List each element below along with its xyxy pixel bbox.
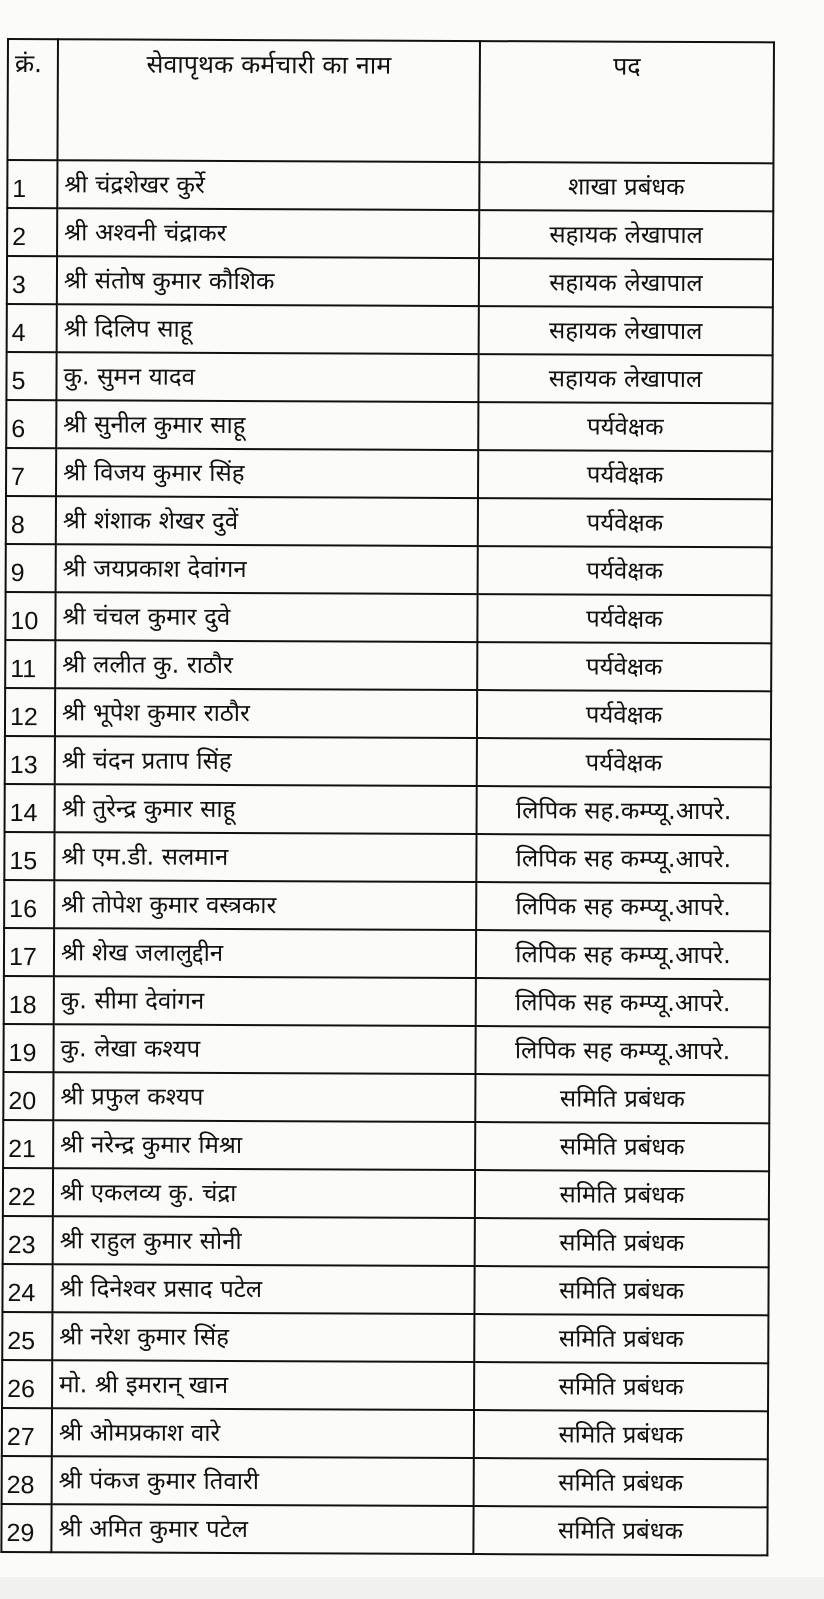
serial-cell: 4 bbox=[7, 304, 57, 352]
table-row bbox=[6, 544, 772, 595]
post-cell: पर्यवेक्षक bbox=[478, 402, 772, 451]
table-row bbox=[7, 256, 773, 307]
table-row bbox=[4, 976, 770, 1027]
serial-cell: 25 bbox=[2, 1312, 52, 1360]
serial-cell: 13 bbox=[5, 736, 55, 784]
name-cell: श्री नरेन्द्र कुमार मिश्रा bbox=[53, 1120, 475, 1170]
name-cell: श्री ओमप्रकाश वारे bbox=[52, 1408, 474, 1458]
post-cell: समिति प्रबंधक bbox=[475, 1170, 769, 1219]
post-cell: सहायक लेखापाल bbox=[479, 258, 773, 307]
serial-cell: 22 bbox=[3, 1168, 53, 1216]
name-cell: कु. सीमा देवांगन bbox=[54, 976, 476, 1026]
post-cell: पर्यवेक्षक bbox=[478, 546, 772, 595]
table-row bbox=[4, 928, 770, 979]
name-cell: श्री चंद्रशेखर कुर्रे bbox=[57, 160, 479, 210]
name-cell: श्री राहुल कुमार सोनी bbox=[53, 1216, 475, 1266]
name-cell: श्री एकलव्य कु. चंद्रा bbox=[53, 1168, 475, 1218]
serial-cell: 7 bbox=[6, 448, 56, 496]
name-cell: श्री संतोष कुमार कौशिक bbox=[57, 256, 479, 306]
table-row bbox=[3, 1120, 769, 1171]
name-cell: श्री ललीत कु. राठौर bbox=[55, 640, 477, 690]
name-cell: कु. सुमन यादव bbox=[56, 352, 478, 402]
table-row bbox=[6, 352, 772, 403]
name-cell: श्री प्रफुल कश्यप bbox=[53, 1072, 475, 1122]
table-row bbox=[6, 448, 772, 499]
serial-cell: 3 bbox=[7, 256, 57, 304]
serial-cell: 8 bbox=[6, 496, 56, 544]
table-row bbox=[4, 880, 770, 931]
name-cell: कु. लेखा कश्यप bbox=[53, 1024, 475, 1074]
name-cell: श्री अश्वनी चंद्राकर bbox=[57, 208, 479, 258]
page-bottom-margin bbox=[0, 1577, 824, 1599]
serial-cell: 17 bbox=[4, 928, 54, 976]
header-name: सेवापृथक कर्मचारी का नाम bbox=[57, 39, 480, 162]
serial-cell: 11 bbox=[5, 640, 55, 688]
serial-cell: 9 bbox=[6, 544, 56, 592]
table-header-row bbox=[7, 39, 774, 163]
serial-cell: 18 bbox=[4, 976, 54, 1024]
table-row bbox=[2, 1264, 768, 1315]
name-cell: श्री चंचल कुमार दुवे bbox=[55, 592, 477, 642]
serial-cell: 14 bbox=[5, 784, 55, 832]
table-row bbox=[3, 1072, 769, 1123]
post-cell: पर्यवेक्षक bbox=[477, 690, 771, 739]
table-row bbox=[5, 688, 771, 739]
table-row bbox=[7, 208, 773, 259]
post-cell: लिपिक सह कम्प्यू.आपरे. bbox=[476, 930, 770, 979]
post-cell: समिति प्रबंधक bbox=[474, 1458, 768, 1507]
serial-cell: 6 bbox=[6, 400, 56, 448]
serial-cell: 10 bbox=[5, 592, 55, 640]
table-row bbox=[5, 592, 771, 643]
post-cell: पर्यवेक्षक bbox=[477, 738, 771, 787]
post-cell: समिति प्रबंधक bbox=[474, 1314, 768, 1363]
table-row bbox=[2, 1312, 768, 1363]
serial-cell: 12 bbox=[5, 688, 55, 736]
serial-cell: 29 bbox=[1, 1504, 51, 1552]
serial-cell: 28 bbox=[2, 1456, 52, 1504]
post-cell: सहायक लेखापाल bbox=[479, 306, 773, 355]
serial-cell: 5 bbox=[6, 352, 56, 400]
post-cell: समिति प्रबंधक bbox=[474, 1266, 768, 1315]
serial-cell: 16 bbox=[4, 880, 54, 928]
post-cell: पर्यवेक्षक bbox=[477, 594, 771, 643]
table-row bbox=[2, 1456, 768, 1507]
post-cell: लिपिक सह कम्प्यू.आपरे. bbox=[476, 834, 770, 883]
serial-cell: 27 bbox=[2, 1408, 52, 1456]
name-cell: श्री दिनेश्वर प्रसाद पटेल bbox=[52, 1264, 474, 1314]
post-cell: सहायक लेखापाल bbox=[479, 210, 773, 259]
post-cell: समिति प्रबंधक bbox=[474, 1362, 768, 1411]
serial-cell: 1 bbox=[7, 160, 57, 208]
post-cell: लिपिक सह.कम्प्यू.आपरे. bbox=[477, 786, 771, 835]
serial-cell: 26 bbox=[2, 1360, 52, 1408]
name-cell: श्री शंशाक शेखर दुवें bbox=[56, 496, 478, 546]
serial-cell: 21 bbox=[3, 1120, 53, 1168]
table-row bbox=[7, 160, 773, 211]
name-cell: श्री एम.डी. सलमान bbox=[54, 832, 476, 882]
serial-cell: 19 bbox=[3, 1024, 53, 1072]
table-row bbox=[7, 304, 773, 355]
table-row bbox=[4, 832, 770, 883]
name-cell: श्री तोपेश कुमार वस्त्रकार bbox=[54, 880, 476, 930]
header-post: पद bbox=[479, 41, 774, 163]
name-cell: श्री सुनील कुमार साहू bbox=[56, 400, 478, 450]
post-cell: पर्यवेक्षक bbox=[477, 642, 771, 691]
name-cell: श्री नरेश कुमार सिंह bbox=[52, 1312, 474, 1362]
name-cell: श्री भूपेश कुमार राठौर bbox=[55, 688, 477, 738]
name-cell: श्री दिलिप साहू bbox=[57, 304, 479, 354]
serial-cell: 20 bbox=[3, 1072, 53, 1120]
name-cell: श्री तुरेन्द्र कुमार साहू bbox=[55, 784, 477, 834]
table-row bbox=[2, 1408, 768, 1459]
post-cell: समिति प्रबंधक bbox=[474, 1410, 768, 1459]
table-row bbox=[5, 736, 771, 787]
serial-cell: 15 bbox=[4, 832, 54, 880]
post-cell: लिपिक सह कम्प्यू.आपरे. bbox=[475, 1026, 769, 1075]
post-cell: शाखा प्रबंधक bbox=[479, 162, 773, 211]
post-cell: समिति प्रबंधक bbox=[473, 1506, 767, 1555]
name-cell: श्री विजय कुमार सिंह bbox=[56, 448, 478, 498]
post-cell: पर्यवेक्षक bbox=[478, 450, 772, 499]
table-row bbox=[5, 784, 771, 835]
table-row bbox=[3, 1216, 769, 1267]
employee-table bbox=[0, 38, 775, 1556]
name-cell: श्री अमित कुमार पटेल bbox=[51, 1504, 473, 1554]
serial-cell: 23 bbox=[3, 1216, 53, 1264]
post-cell: सहायक लेखापाल bbox=[478, 354, 772, 403]
table-row bbox=[2, 1360, 768, 1411]
serial-cell: 24 bbox=[2, 1264, 52, 1312]
name-cell: श्री शेख जलालुद्दीन bbox=[54, 928, 476, 978]
table-row bbox=[6, 400, 772, 451]
post-cell: समिति प्रबंधक bbox=[475, 1074, 769, 1123]
header-serial: क्रं. bbox=[7, 39, 58, 160]
table-row bbox=[5, 640, 771, 691]
table-row bbox=[3, 1024, 769, 1075]
name-cell: श्री जयप्रकाश देवांगन bbox=[56, 544, 478, 594]
serial-cell: 2 bbox=[7, 208, 57, 256]
table-row bbox=[3, 1168, 769, 1219]
name-cell: श्री चंदन प्रताप सिंह bbox=[55, 736, 477, 786]
table-row bbox=[6, 496, 772, 547]
post-cell: लिपिक सह कम्प्यू.आपरे. bbox=[476, 978, 770, 1027]
post-cell: पर्यवेक्षक bbox=[478, 498, 772, 547]
post-cell: समिति प्रबंधक bbox=[475, 1122, 769, 1171]
name-cell: श्री पंकज कुमार तिवारी bbox=[52, 1456, 474, 1506]
table-row bbox=[1, 1504, 767, 1555]
post-cell: समिति प्रबंधक bbox=[475, 1218, 769, 1267]
name-cell: मो. श्री इमरान् खान bbox=[52, 1360, 474, 1410]
post-cell: लिपिक सह कम्प्यू.आपरे. bbox=[476, 882, 770, 931]
